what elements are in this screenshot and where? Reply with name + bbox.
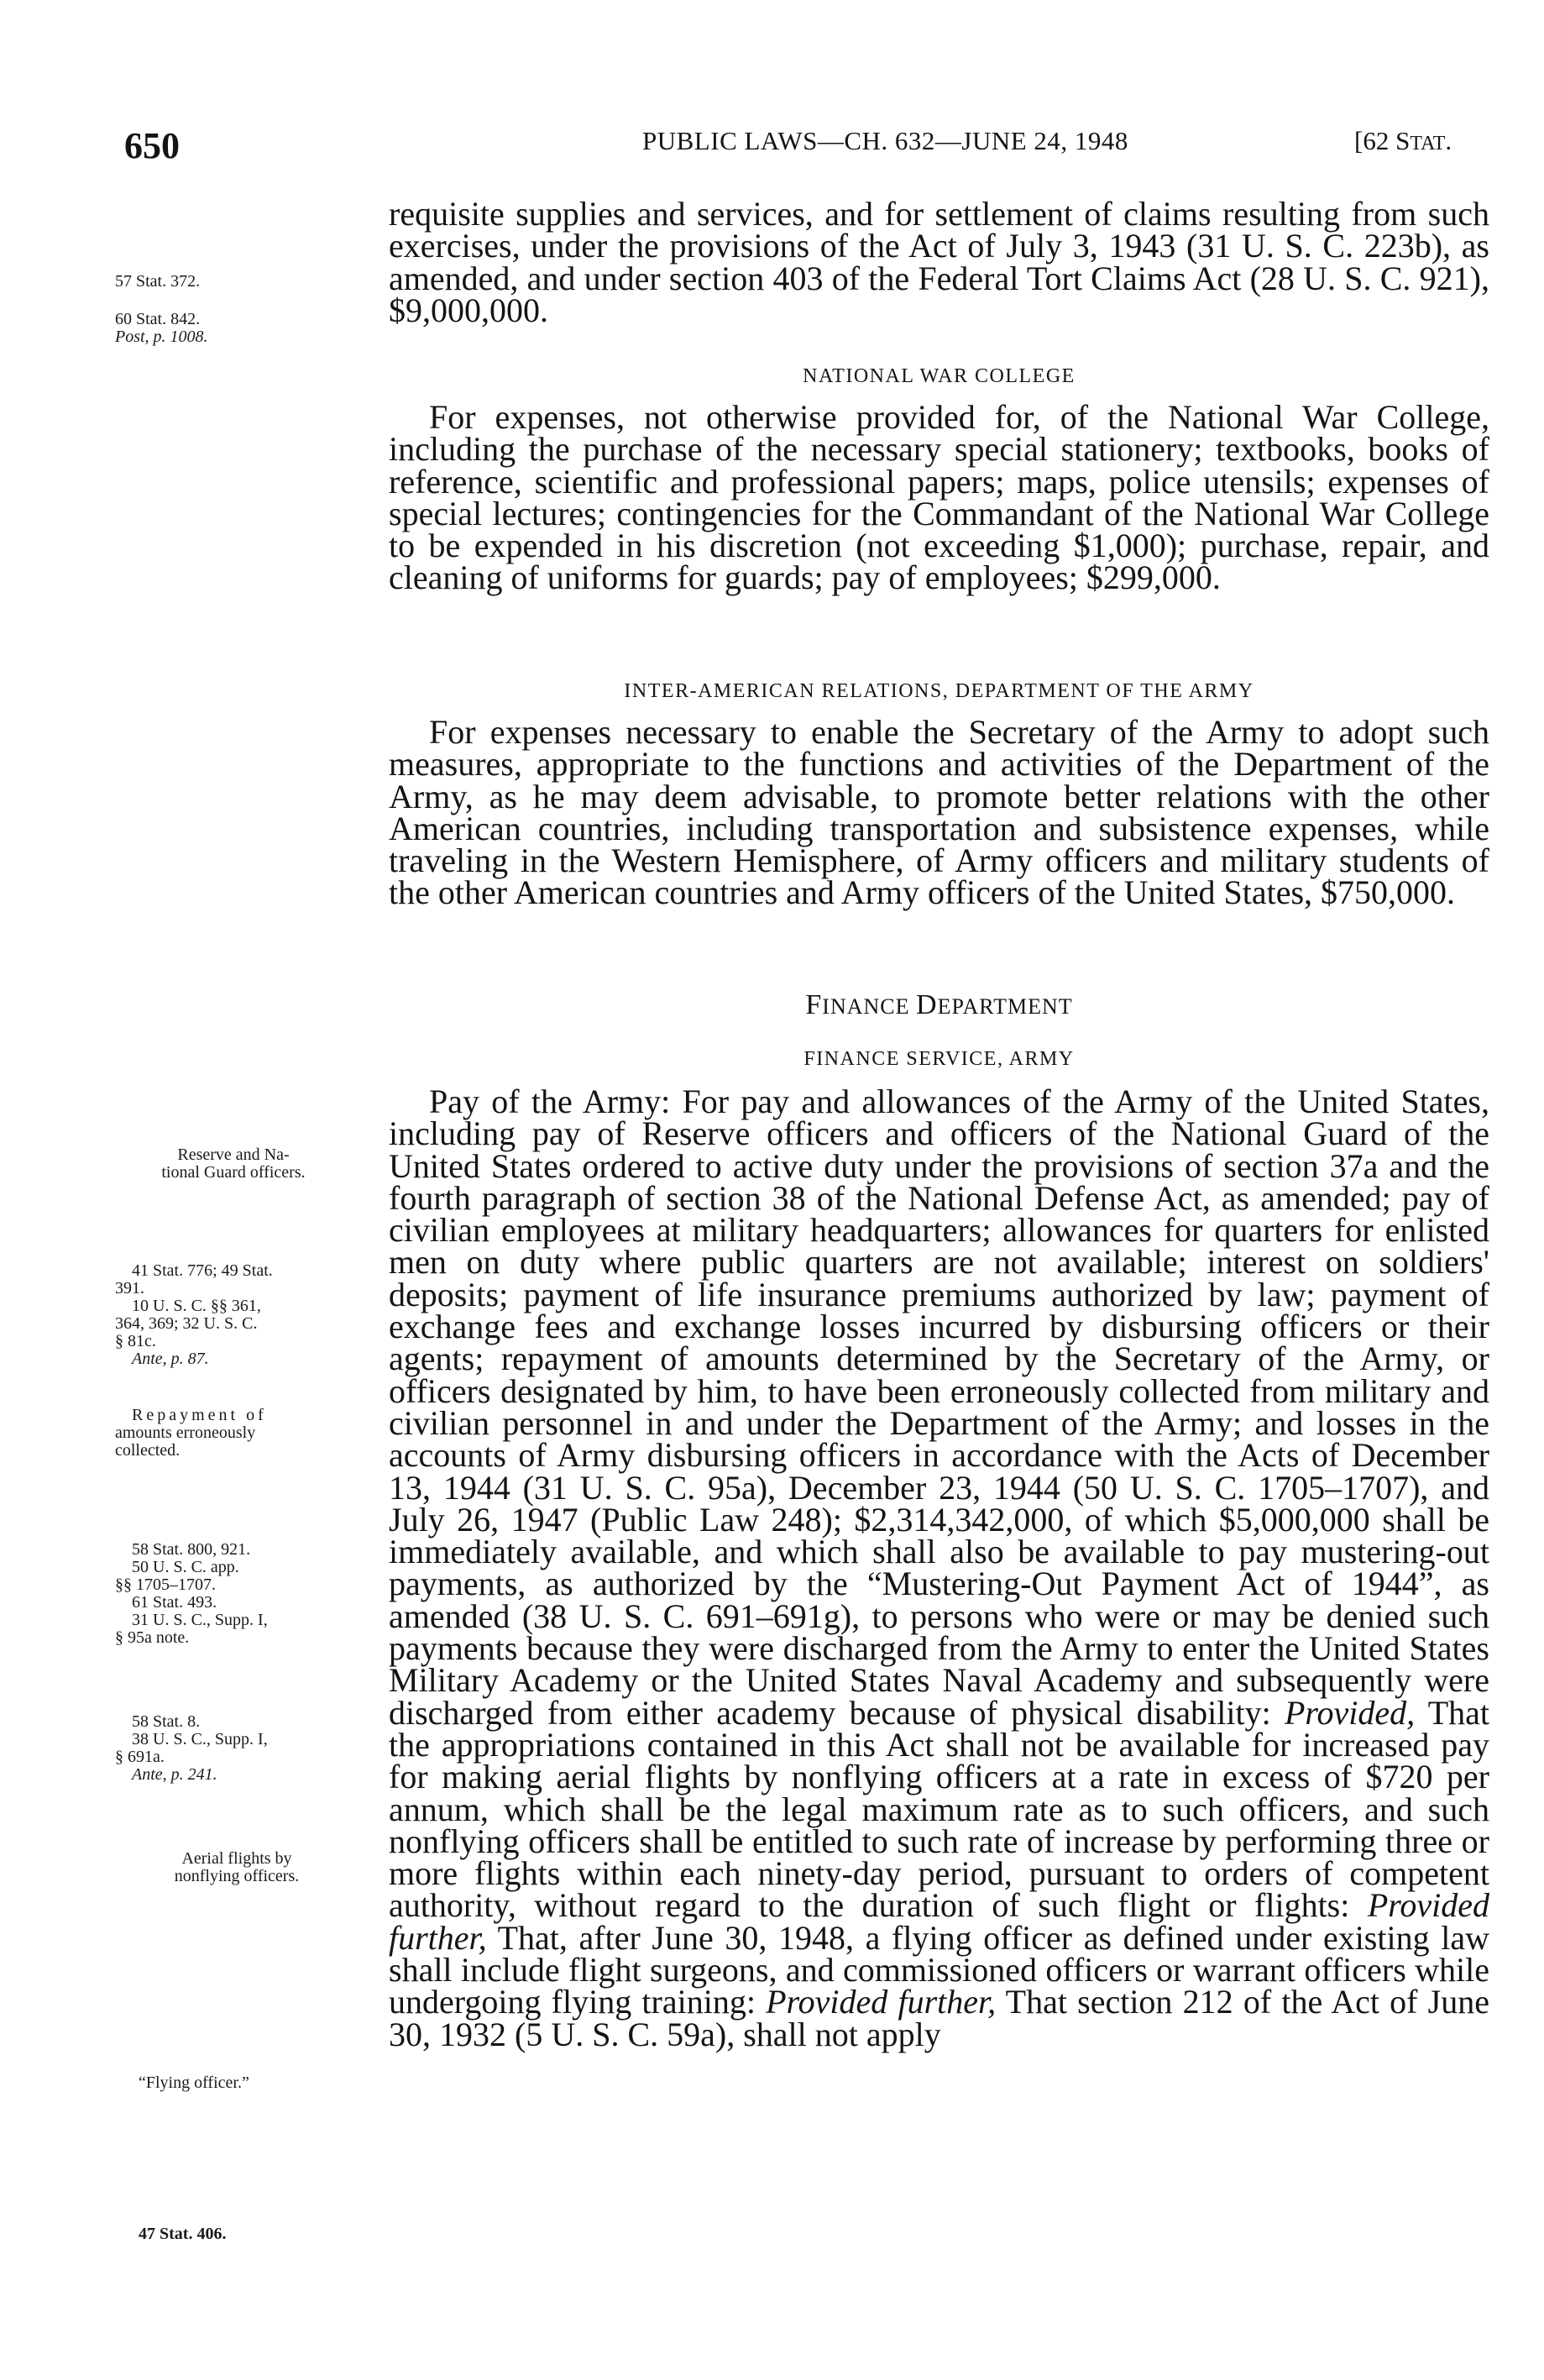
finance-service-heading: FINANCE SERVICE, ARMY (803, 1048, 1075, 1070)
margin-note-citations-1 (115, 273, 208, 346)
stat-bracket: [ (1354, 126, 1363, 155)
margin-note-citations-2 (115, 1262, 367, 1368)
margin-note-citation-5 (139, 2225, 226, 2243)
stat-volume: 62 S (1363, 126, 1411, 155)
margin-line: 57 Stat. 372. (115, 272, 201, 291)
stat-dot: . (1445, 126, 1452, 155)
margin-note-aerial (115, 1850, 359, 1885)
fs-text-1: Pay of the Army: For pay and allowances of the Army of the United States, including pay of Reserve officers and officers of the National Guard of the United States ordered to active duty under the provisions of section 37a and the fourth paragraph of section 38 of the National Defense Act, as amended; pay of civilian employees at military headquarters; allowances for quarters for enlisted men on duty where public quarters are not available; interest on soldiers' deposits; payment of life insurance premiums authorized by law; payment of exchange fees and exchange losses incurred by disbursing officers or their agents; repayment of amounts determined by the Secretary of the Army, or officers designated by him, to have been erroneously collected from military and civilian personnel in and under the Department of the Army; and losses in the accounts of Army disbursing officers in accordance with the Acts of December 13, 1944 (31 U. S. C. 95a), December 23, 1944 (50 U. S. C. 1705–1707), and July 26, 1947 (Public Law 248); $2,314,342,000, of which $5,000,000 shall be immediately available, and which shall also be available to pay mustering-out payments, as authorized by the “Mustering-Out Payment Act of 1944”, as amended (38 U. S. C. 691–691g), to persons who were or may be denied such payments because they were discharged from the Army to enter the United States Military Academy or the United States Naval Academy and subsequently were discharged from either academy because of physical disability: (389, 1083, 1489, 1732)
margin-line: Ante, p. 87. (132, 1350, 209, 1368)
margin-note-reserve (107, 1146, 359, 1182)
margin-note-repayment (115, 1407, 367, 1460)
finance-service-paragraph (389, 1083, 1490, 2053)
margin-line: 364, 369; 32 U. S. C. (115, 1314, 258, 1333)
fs-proviso-3: Provided further, (766, 1983, 997, 2021)
fd-d: D (916, 989, 938, 1020)
running-title: PUBLIC LAWS—CH. 632—JUNE 24, 1948 (642, 126, 1128, 155)
margin-line: Post, p. 1008. (115, 328, 208, 346)
fs-text-4: That section 212 of the Act of June 30, 1932 (5 U. S. C. 59a), shall not apply (389, 1983, 1489, 2053)
margin-line: 31 U. S. C., Supp. I, (132, 1611, 268, 1629)
statute-reference (1354, 126, 1452, 156)
fs-text-2: That the appropriations contained in this Act shall not be available for increased pay for making aerial flights by nonflying officers at a rate in excess of $720 per annum, which shall be the legal maximum rate as to such officers, and such nonflying officers shall be entitled to such rate of increase by performing three or more flights within each ninety-day period, pursuant to orders of competent authority, without regard to the duration of such flight or flights: (389, 1693, 1490, 1925)
margin-line: 61 Stat. 493. (132, 1593, 217, 1612)
inter-american-paragraph: For expenses necessary to enable the Secretary of the Army to adopt such measures, appropriate to the functions and activities of the Department of the Army, as he may deem advisable, to promote better relations with the other American countries, including transportation and subsistence expenses, while traveling in the Western Hemisphere, of Army officers and military students of the other American countries and Army officers of the United States, $750,000. (389, 713, 1489, 912)
margin-line: 41 Stat. 776; 49 Stat. (132, 1261, 273, 1280)
national-war-college-paragraph: For expenses, not otherwise provided for, of the National War College, including the purchase of the necessary special stationery; textbooks, books of reference, scientific and professional papers; maps, police utensils; expenses of special lectures; contingencies for the Commandant of the National War College to be expended in his discretion (not exceeding $1,000); purchase, repair, and cleaning of uniforms for guards; pay of employees; $299,000. (389, 398, 1489, 597)
margin-line: 58 Stat. 800, 921. (132, 1540, 251, 1559)
margin-line: “Flying officer.” (139, 2073, 249, 2092)
margin-line: nonflying officers. (174, 1867, 300, 1885)
fs-proviso-1: Provided, (1285, 1693, 1416, 1732)
national-war-college-section (389, 398, 1489, 597)
margin-line: Repayment of (132, 1406, 267, 1424)
fs-proviso-2: Provided further, (389, 1886, 1489, 1957)
margin-note-citations-4 (115, 1713, 367, 1784)
margin-note-citations-3 (115, 1541, 367, 1647)
margin-note-flying-officer (139, 2074, 249, 2092)
margin-line: § 691a. (115, 1748, 165, 1766)
inter-american-heading: INTER-AMERICAN RELATIONS, DEPARTMENT OF THE ARMY (624, 680, 1254, 702)
intro-section (389, 195, 1489, 329)
margin-line: collected. (115, 1441, 181, 1460)
margin-line: 58 Stat. 8. (132, 1712, 201, 1731)
fs-text-3: That, after June 30, 1948, a flying officer as defined under existing law shall include flight surgeons, and commissioned officers or warrant officers while undergoing flying training: (389, 1918, 1489, 2021)
margin-line: 391. (115, 1279, 144, 1297)
margin-line: 50 U. S. C. app. (132, 1558, 239, 1576)
margin-line: 60 Stat. 842. (115, 310, 201, 328)
page-number: 650 (124, 125, 180, 166)
margin-line: tional Guard officers. (161, 1163, 306, 1182)
margin-line: Reserve and Na- (177, 1145, 290, 1164)
margin-line: Ante, p. 241. (132, 1765, 217, 1784)
fd-rest1: INANCE (822, 994, 916, 1019)
margin-line: Aerial flights by (181, 1849, 292, 1868)
inter-american-section (389, 713, 1489, 912)
intro-paragraph: requisite supplies and services, and for settlement of claims resulting from such exercises, under the provisions of the Act of July 3, 1943 (31 U. S. C. 223b), as amended, and under section 403 of the Federal Tort Claims Act (28 U. S. C. 921), $9,000,000. (389, 195, 1489, 329)
margin-line: § 81c. (115, 1332, 156, 1350)
margin-line: §§ 1705–1707. (115, 1575, 216, 1594)
fd-rest2: EPARTMENT (937, 994, 1073, 1019)
finance-department-heading (389, 989, 1489, 1021)
margin-line: 47 Stat. 406. (139, 2225, 227, 2243)
margin-line: 38 U. S. C., Supp. I, (132, 1730, 268, 1748)
margin-line: amounts erroneously (115, 1423, 256, 1442)
margin-line: 10 U. S. C. §§ 361, (132, 1297, 261, 1315)
fd-f: F (805, 989, 823, 1020)
finance-service-section (389, 1083, 1490, 2053)
margin-line: § 95a note. (115, 1628, 190, 1647)
stat-smallcaps: TAT (1410, 133, 1446, 155)
national-war-college-heading: NATIONAL WAR COLLEGE (803, 365, 1076, 387)
